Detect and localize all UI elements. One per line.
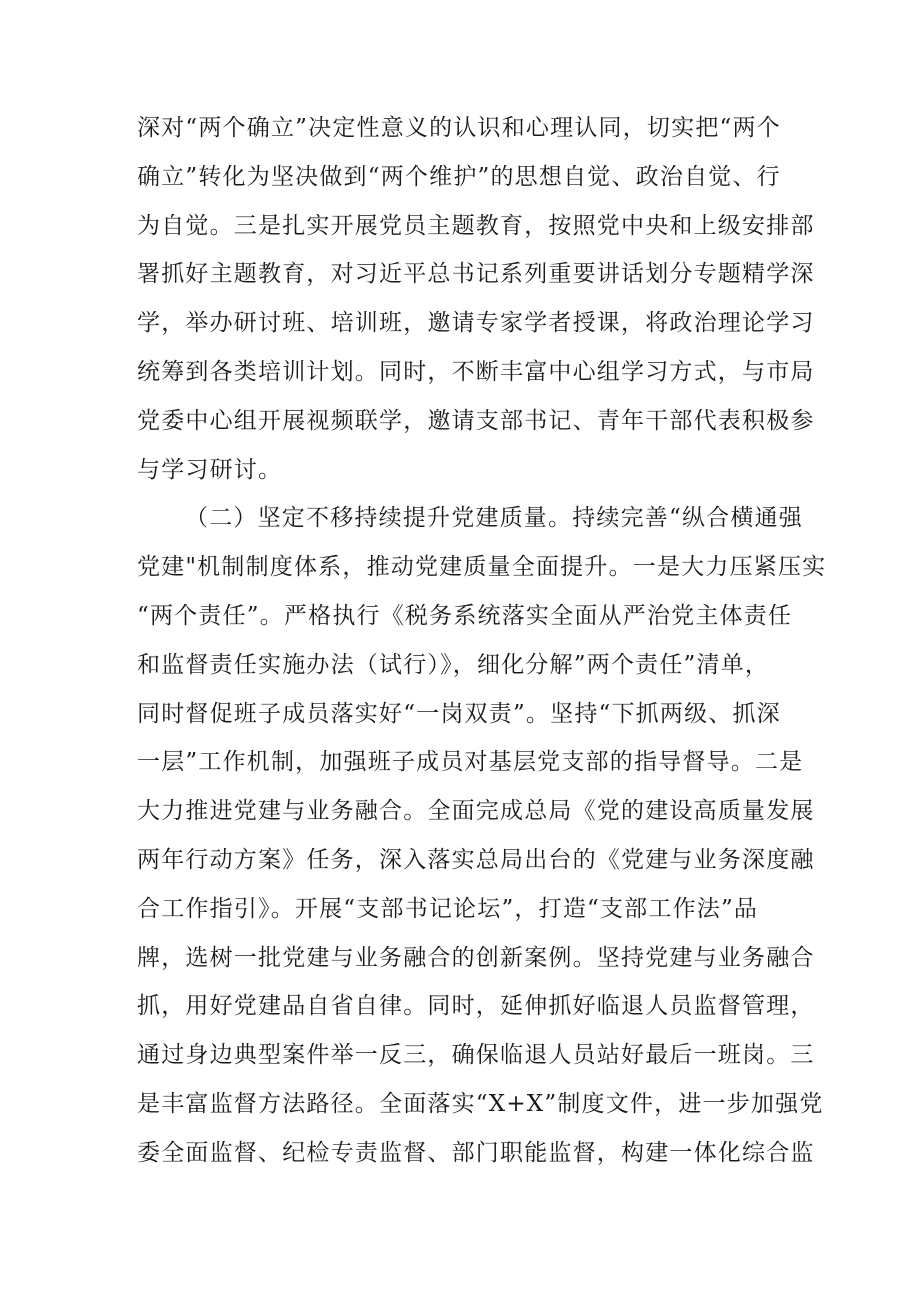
text-line: 和监督责任实施办法（试行）》，细化分解”两个责任”清单，	[137, 651, 770, 678]
text-line: 同时督促班子成员落实好“一岗双责”。坚持“下抓两级、抓深	[137, 700, 781, 727]
text-line: 确立”转化为坚决做到“两个维护”的思想自觉、政治自觉、行	[137, 163, 781, 190]
body-text	[137, 104, 827, 1178]
text-line: “两个责任”。严格执行《税务系统落实全面从严治党主体责任	[137, 602, 793, 629]
text-line: 署抓好主题教育，对习近平总书记系列重要讲话划分专题精学深	[137, 261, 815, 288]
section-heading-line: （二）坚定不移持续提升党建质量。持续完善“纵合横通强	[185, 505, 803, 532]
text-line: 两年行动方案》任务，深入落实总局出台的《党建与业务深度融	[137, 846, 815, 873]
text-line: 统筹到各类培训计划。同时，不断丰富中心组学习方式，与市局	[137, 358, 815, 385]
text-line: 是丰富监督方法路径。全面落实“X+X”制度文件，进一步加强党	[137, 1090, 824, 1117]
text-line: 党委中心组开展视频联学，邀请支部书记、青年干部代表积极参	[137, 407, 815, 434]
text-line: 抓，用好党建品自省自律。同时，延伸抓好临退人员监督管理，	[137, 993, 815, 1020]
text-line: 合工作指引》。开展“支部书记论坛”，打造“支部工作法”品	[137, 895, 759, 922]
text-line: 大力推进党建与业务融合。全面完成总局《党的建设高质量发展	[137, 798, 815, 825]
text-line: 为自觉。三是扎实开展党员主题教育，按照党中央和上级安排部	[137, 212, 815, 239]
text-line: 学，举办研讨班、培训班，邀请专家学者授课，将政治理论学习	[137, 310, 815, 337]
text-line: 党建"机制制度体系，推动党建质量全面提升。一是大力压紧压实	[137, 554, 827, 581]
text-line: 一层”工作机制，加强班子成员对基层党支部的指导督导。二是	[137, 749, 804, 776]
text-line: 与学习研讨。	[137, 456, 283, 483]
text-line: 牌，选树一批党建与业务融合的创新案例。坚持党建与业务融合	[137, 944, 815, 971]
text-line: 委全面监督、纪检专责监督、部门职能监督，构建一体化综合监	[137, 1139, 815, 1166]
text-line: 深对“两个确立”决定性意义的认识和心理认同，切实把“两个	[137, 115, 781, 141]
text-line: 通过身边典型案件举一反三，确保临退人员站好最后一班岗。三	[137, 1042, 815, 1069]
